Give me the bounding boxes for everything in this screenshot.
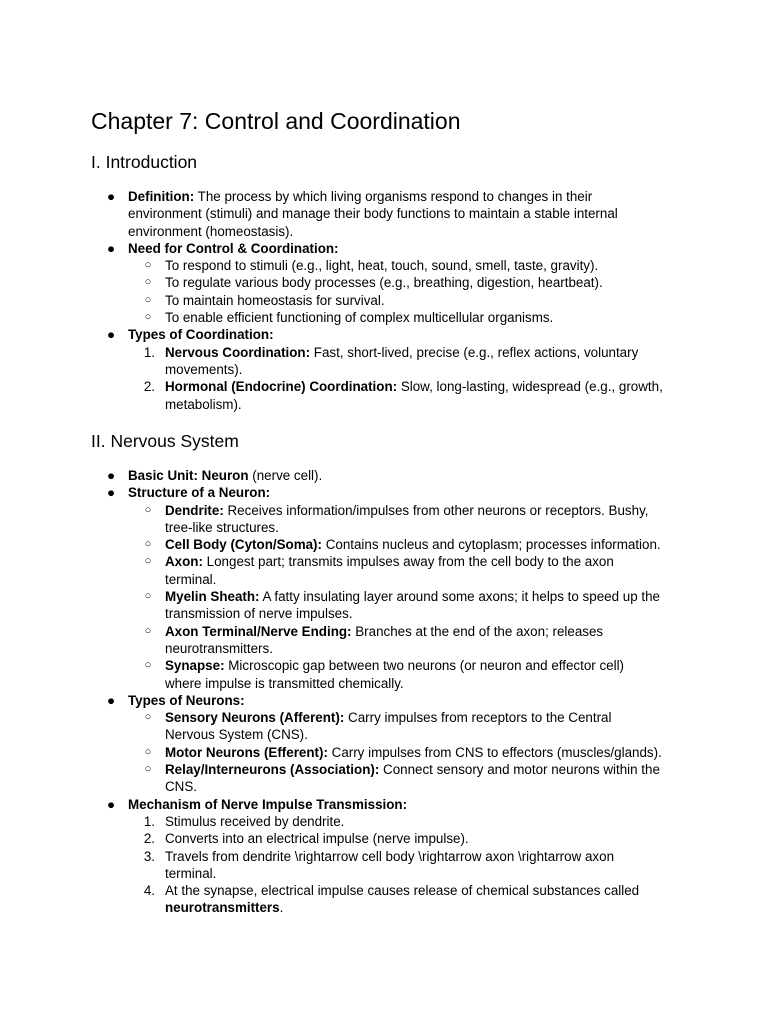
bullet-marker: ● [106,327,116,343]
number-marker: 4. [143,883,155,899]
term-text: Carry impulses from CNS to effectors (muscles/glands). [327,744,662,760]
list-item-definition [0,188,768,240]
number-marker: 2. [143,831,155,847]
term-label: Cell Body (Cyton/Soma): [165,537,322,553]
term-label: Basic Unit: Neuron [128,468,249,483]
term-label: Nervous Coordination: [165,344,311,360]
list-item-text: To maintain homeostasis for survival. [165,292,385,308]
list-item [0,553,768,588]
section-heading-nervous-system: II. Nervous System [91,431,239,451]
term-label: Types of Coordination: [128,327,274,343]
list-item-mechanism [0,796,768,813]
numbered-item [0,830,768,847]
numbered-item [0,344,768,379]
list-item [0,257,768,274]
numbered-item [0,378,768,413]
bullet-marker: ● [106,468,116,483]
list-item-text: To regulate various body processes (e.g., breathing, digestion, heartbeat). [165,275,603,291]
term-label: Hormonal (Endocrine) Coordination: [165,379,398,395]
list-item [0,709,768,744]
bullet-marker: ● [106,240,116,256]
page-title: Chapter 7: Control and Coordination [91,108,461,134]
number-marker: 1. [143,813,155,829]
number-marker: 3. [143,848,155,864]
list-item-structure [0,484,768,501]
circle-marker: ○ [144,745,152,758]
term-text: Contains nucleus and cytoplasm; processes information. [321,537,661,553]
term-label: Motor Neurons (Efferent): [165,744,328,760]
numbered-item [0,813,768,830]
list-item [0,744,768,761]
list-item-text: Travels from dendrite \rightarrow cell body \rightarrow axon \rightarrow axon terminal. [165,848,615,881]
nervous-system-list [0,467,768,917]
term-text: The process by which living organisms respond to changes in their environment (stimuli) and manage their body functions to maintain a stable internal environment (homeostasis). [128,189,618,239]
term-text: Microscopic gap between two neurons (or neuron and effector cell) where impulse is transmitted chemically. [165,658,625,691]
term-label: Myelin Sheath: [165,589,260,605]
term-text: Slow, long-lasting, widespread (e.g., growth, metabolism). [165,379,663,412]
term-label: Sensory Neurons (Afferent): [165,710,345,726]
list-item [0,761,768,796]
number-marker: 2. [143,379,155,395]
term-text: Longest part; transmits impulses away from the cell body to the axon terminal. [165,554,614,587]
list-item [0,502,768,537]
term-text: A fatty insulating layer around some axons; it helps to speed up the transmission of nerve impulses. [165,589,660,622]
term-label: Types of Neurons: [128,692,245,708]
list-item-need [0,240,768,257]
list-item-text: Stimulus received by dendrite. [165,813,345,829]
term-text: (nerve cell). [248,468,323,483]
term-text: Receives information/impulses from other neurons or receptors. Bushy, tree-like structures. [165,502,649,535]
term-label: Axon Terminal/Nerve Ending: [165,623,352,639]
term-text: Branches at the end of the axon; releases neurotransmitters. [165,623,604,656]
term-label: Mechanism of Nerve Impulse Transmission: [128,796,408,812]
list-item-text: Converts into an electrical impulse (nerve impulse). [165,831,469,847]
term-label: Relay/Interneurons (Association): [165,762,380,778]
term-text: Fast, short-lived, precise (e.g., reflex actions, voluntary movements). [165,344,639,377]
term-label: Axon: [165,554,203,570]
circle-marker: ○ [144,538,152,551]
list-item-text: At the synapse, electrical impulse causes release of chemical substances called [165,883,640,899]
circle-marker: ○ [144,503,152,516]
term-label: Need for Control & Coordination: [128,240,339,256]
list-item [0,588,768,623]
bullet-marker: ● [106,692,116,708]
circle-marker: ○ [144,311,152,324]
bullet-marker: ● [106,189,116,204]
bullet-marker: ● [106,485,116,501]
circle-marker: ○ [144,624,152,637]
list-item-text: To respond to stimuli (e.g., light, heat, touch, sound, smell, taste, gravity). [165,258,599,274]
list-item-text: To enable efficient functioning of complex multicellular organisms. [165,310,554,326]
list-item-basic-unit [0,467,768,484]
numbered-item [0,848,768,883]
term-label: neurotransmitters [165,900,280,916]
term-label: Definition: [128,189,195,204]
introduction-list [0,188,768,413]
number-marker: 1. [143,344,155,360]
list-item-types-of-neurons [0,692,768,709]
circle-marker: ○ [144,659,152,672]
circle-marker: ○ [144,259,152,272]
term-label: Dendrite: [165,502,224,518]
list-item [0,309,768,326]
numbered-item [0,882,768,917]
list-item [0,292,768,309]
circle-marker: ○ [144,711,152,724]
circle-marker: ○ [144,555,152,568]
circle-marker: ○ [144,590,152,603]
circle-marker: ○ [144,276,152,289]
term-label: Synapse: [165,658,225,674]
term-text: Carry impulses from receptors to the Central Nervous System (CNS). [165,710,612,743]
list-item-types-of-coordination [0,326,768,343]
list-item [0,657,768,692]
list-item-text: . [279,900,284,916]
list-item [0,536,768,553]
circle-marker: ○ [144,293,152,306]
circle-marker: ○ [144,763,152,776]
bullet-marker: ● [106,796,116,812]
list-item [0,623,768,658]
term-label: Structure of a Neuron: [128,485,271,501]
term-text: Connect sensory and motor neurons within the CNS. [165,762,660,795]
list-item [0,274,768,291]
section-heading-introduction: I. Introduction [91,152,198,172]
